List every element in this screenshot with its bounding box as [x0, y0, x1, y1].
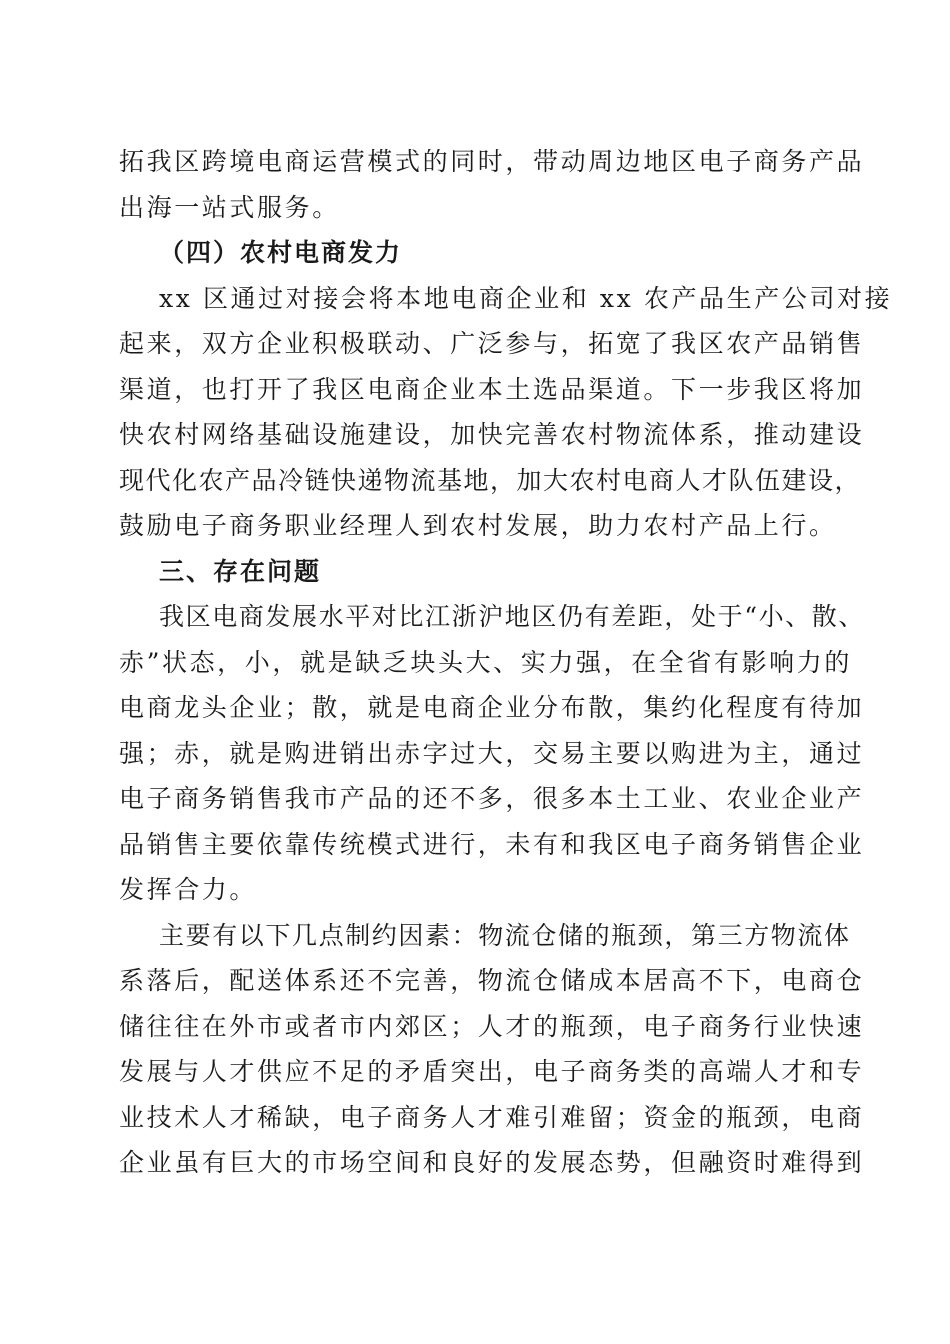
- paragraph-line: 业技术人才稀缺，电子商务人才难引难留；资金的瓶颈，电商: [119, 1103, 865, 1132]
- paragraph-line: 品销售主要依靠传统模式进行，未有和我区电子商务销售企业: [119, 830, 865, 859]
- paragraph-line: 系落后，配送体系还不完善，物流仓储成本居高不下，电商仓: [119, 966, 865, 995]
- paragraph-line: 企业虽有巨大的市场空间和良好的发展态势，但融资时难得到: [119, 1148, 865, 1177]
- paragraph-line: 快农村网络基础设施建设，加快完善农村物流体系，推动建设: [119, 420, 865, 449]
- paragraph-line: 渠道，也打开了我区电商企业本土选品渠道。下一步我区将加: [119, 375, 865, 404]
- paragraph-line: 电子商务销售我市产品的还不多，很多本土工业、农业企业产: [119, 784, 865, 813]
- paragraph-line: xx 区通过对接会将本地电商企业和 xx 农产品生产公司对接: [159, 284, 893, 313]
- paragraph-line: 发展与人才供应不足的矛盾突出，电子商务类的高端人才和专: [119, 1057, 865, 1086]
- paragraph-line: 拓我区跨境电商运营模式的同时，带动周边地区电子商务产品: [119, 147, 865, 176]
- section-subheading: （四）农村电商发力: [159, 238, 403, 267]
- paragraph-line: 主要有以下几点制约因素：物流仓储的瓶颈，第三方物流体: [159, 921, 851, 950]
- paragraph-line: 储往往在外市或者市内郊区；人才的瓶颈，电子商务行业快速: [119, 1012, 865, 1041]
- paragraph-line: 鼓励电子商务职业经理人到农村发展，助力农村产品上行。: [119, 511, 837, 540]
- paragraph-line: 电商龙头企业；散，就是电商企业分布散，集约化程度有待加: [119, 693, 865, 722]
- paragraph-line: 起来，双方企业积极联动、广泛参与，拓宽了我区农产品销售: [119, 329, 865, 358]
- paragraph-line: 我区电商发展水平对比江浙沪地区仍有差距，处于“小、散、: [159, 602, 865, 631]
- section-heading: 三、存在问题: [159, 557, 322, 586]
- paragraph-line: 现代化农产品冷链快递物流基地，加大农村电商人才队伍建设，: [119, 466, 862, 495]
- paragraph-line: 赤”状态，小，就是缺乏块头大、实力强，在全省有影响力的: [119, 648, 852, 677]
- paragraph-line: 强；赤，就是购进销出赤字过大，交易主要以购进为主，通过: [119, 739, 865, 768]
- paragraph-line: 发挥合力。: [119, 875, 258, 904]
- paragraph-line: 出海一站式服务。: [119, 193, 340, 222]
